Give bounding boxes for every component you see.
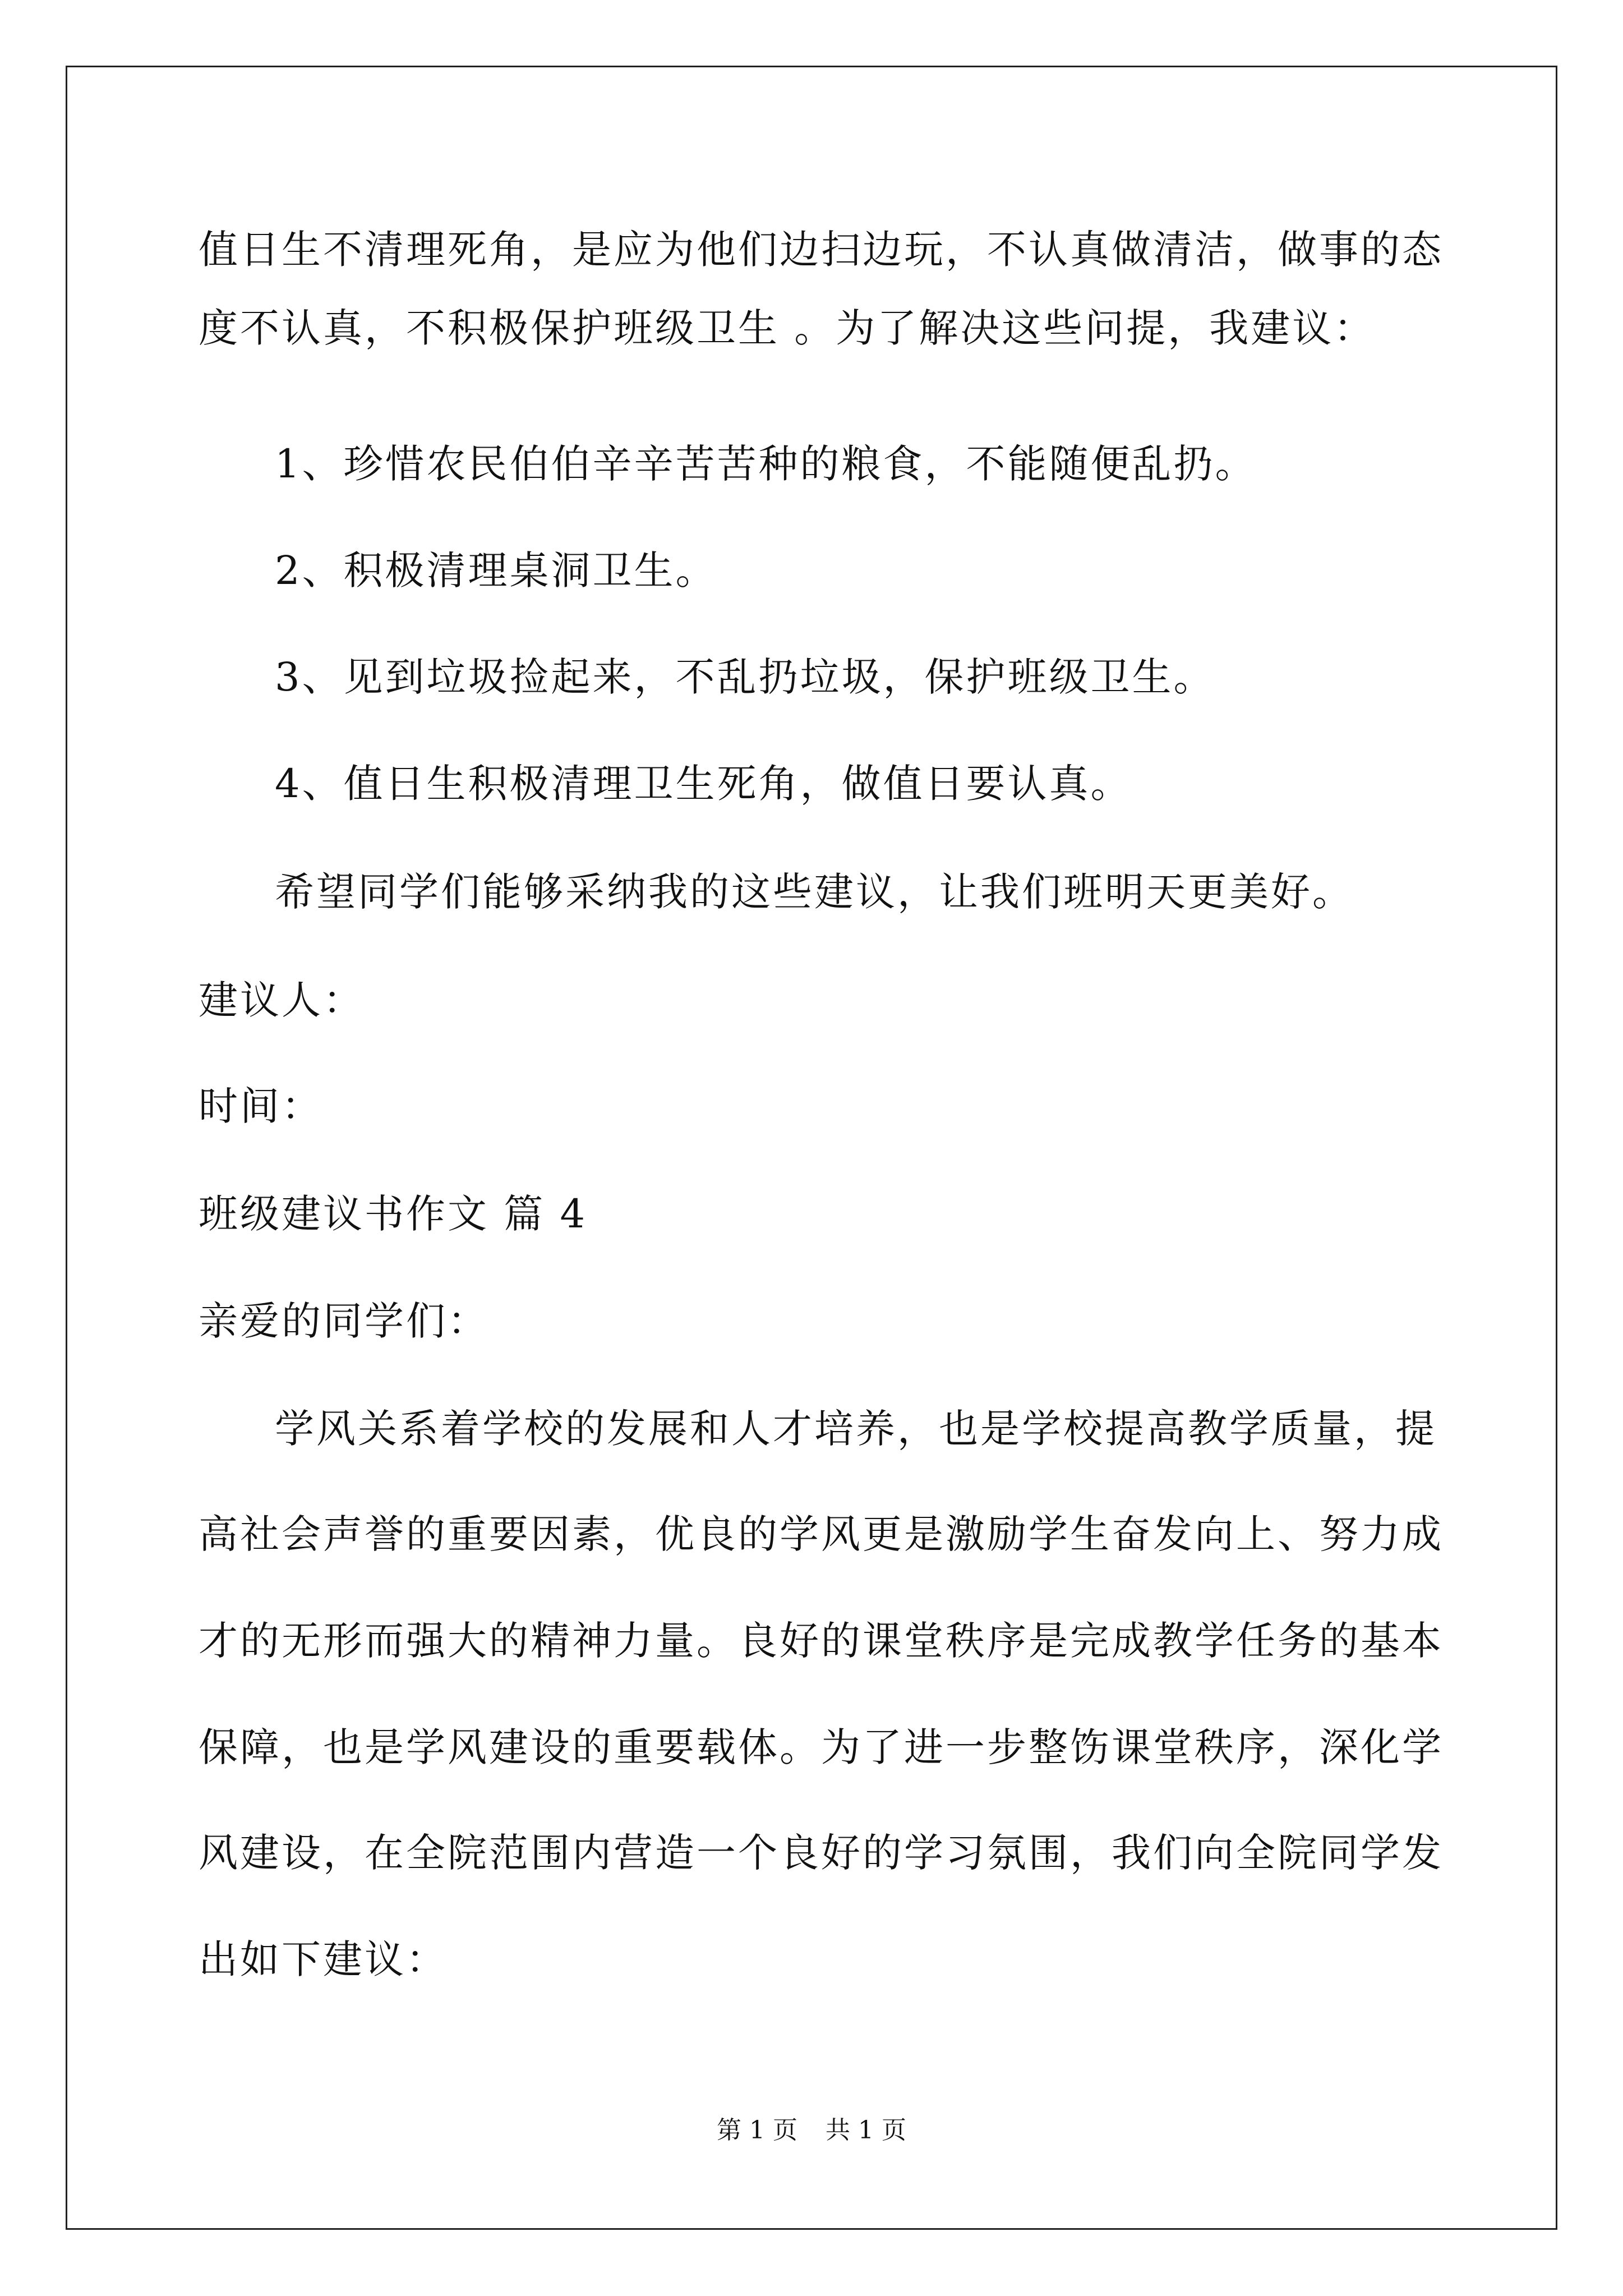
date-label: 时间： (199, 1083, 323, 1129)
page-footer (0, 2114, 1623, 2147)
text-line: 出如下建议： (199, 1936, 448, 1982)
list-item: 4、值日生积极清理卫生死角，做值日要认真。 (275, 761, 1132, 807)
signer-label: 建议人： (199, 977, 365, 1023)
page-number: 第 1 页 (717, 2116, 797, 2145)
text-line: 希望同学们能够采纳我的这些建议，让我们班明天更美好。 (275, 869, 1354, 915)
page-total: 共 1 页 (826, 2116, 906, 2145)
text-line: 度不认真，不积极保护班级卫生 。为了解决这些问提，我建议： (199, 305, 1376, 351)
text-line: 高社会声誉的重要因素，优良的学风更是激励学生奋发向上、努力成 (199, 1511, 1444, 1557)
text-line: 风建设，在全院范围内营造一个良好的学习氛围，我们向全院同学发 (199, 1830, 1444, 1876)
text-line: 学风关系着学校的发展和人才培养，也是学校提高教学质量，提 (275, 1406, 1437, 1452)
text-line: 才的无形而强大的精神力量。良好的课堂秩序是完成教学任务的基本 (199, 1618, 1444, 1664)
text-line: 保障，也是学风建设的重要载体。为了进一步整饬课堂秩序，深化学 (199, 1724, 1444, 1770)
page-border (66, 66, 1557, 2230)
section-heading: 班级建议书作文 篇 4 (199, 1191, 588, 1237)
list-item: 3、见到垃圾捡起来，不乱扔垃圾，保护班级卫生。 (275, 654, 1215, 700)
text-line: 值日生不清理死角，是应为他们边扫边玩，不认真做清洁，做事的态 (199, 227, 1444, 273)
salutation: 亲爱的同学们： (199, 1298, 489, 1344)
list-item: 1、珍惜农民伯伯辛辛苦苦种的粮食，不能随便乱扔。 (275, 441, 1257, 487)
list-item: 2、积极清理桌洞卫生。 (275, 547, 717, 593)
